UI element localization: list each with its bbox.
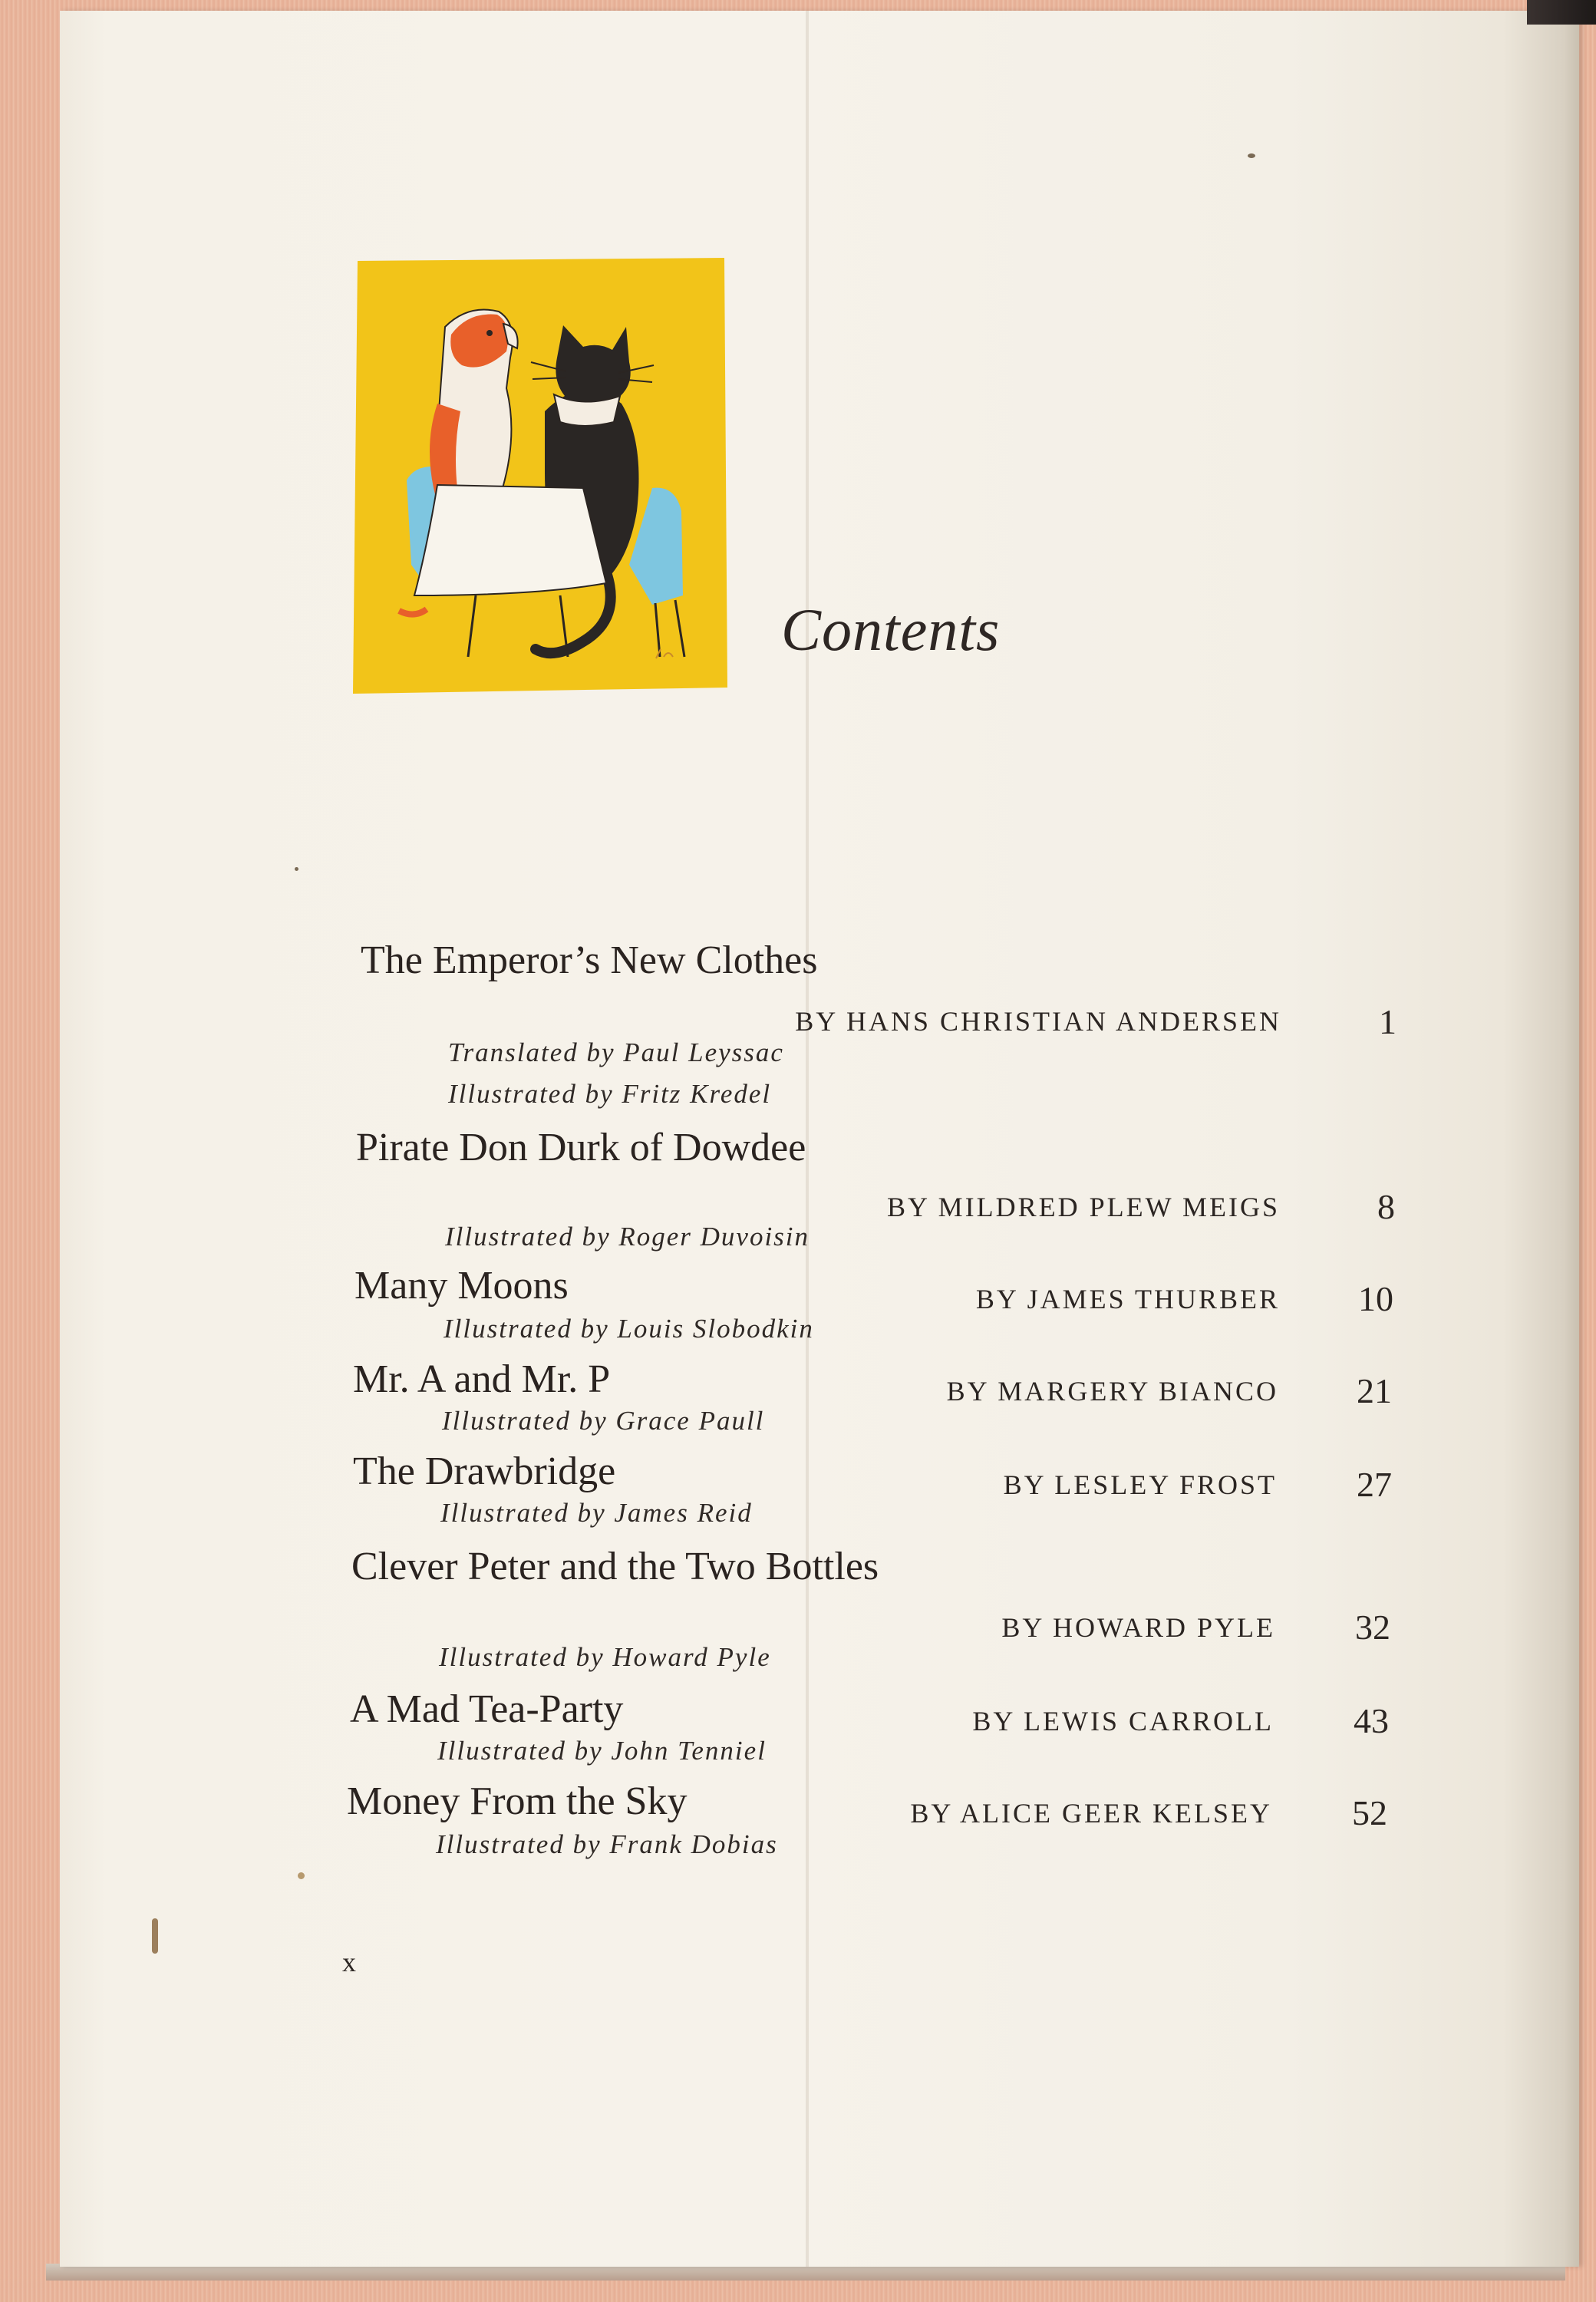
entry-author: BY ALICE GEER KELSEY — [910, 1798, 1272, 1829]
entry-credit: Illustrated by Louis Slobodkin — [444, 1314, 814, 1344]
entry-page-number: 32 — [1355, 1608, 1390, 1647]
entry-author: BY MILDRED PLEW MEIGS — [887, 1192, 1280, 1222]
paper-speck — [1248, 153, 1255, 158]
entry-page-number: 8 — [1377, 1187, 1395, 1226]
page-crease — [806, 11, 809, 2267]
entry-title: The Emperor’s New Clothes — [361, 938, 818, 982]
entry-page-number: 1 — [1379, 1002, 1396, 1041]
entry-credit: Illustrated by Roger Duvoisin — [445, 1222, 810, 1252]
page-heading: Contents — [781, 596, 1001, 663]
yellow-background — [353, 258, 727, 694]
entry-credit: Translated by Paul Leyssac — [448, 1037, 784, 1067]
paper-speck — [298, 1872, 305, 1879]
entry-page-number: 27 — [1357, 1465, 1392, 1504]
entry-page-number: 21 — [1357, 1371, 1392, 1410]
tablecloth — [414, 485, 606, 595]
entry-page-number: 10 — [1358, 1279, 1393, 1318]
entry-title: Many Moons — [354, 1264, 569, 1308]
entry-credit: Illustrated by Fritz Kredel — [448, 1079, 772, 1109]
page-folio: x — [342, 1947, 356, 1977]
entry-author: BY JAMES THURBER — [975, 1284, 1280, 1314]
entry-author: BY HANS CHRISTIAN ANDERSEN — [795, 1006, 1281, 1037]
entry-title: Pirate Don Durk of Dowdee — [356, 1126, 806, 1169]
paper-speck — [295, 867, 298, 871]
entry-author: BY HOWARD PYLE — [1001, 1612, 1275, 1643]
adjacent-page-corner — [1527, 0, 1596, 25]
entry-page-number: 43 — [1354, 1701, 1389, 1740]
paper-speck — [152, 1918, 158, 1954]
entry-credit: Illustrated by Frank Dobias — [436, 1829, 778, 1859]
entry-credit: Illustrated by James Reid — [440, 1498, 753, 1528]
entry-page-number: 52 — [1352, 1793, 1387, 1832]
entry-title: Clever Peter and the Two Bottles — [351, 1545, 879, 1588]
parrot-and-cat-illustration — [353, 258, 727, 694]
entry-credit: Illustrated by Grace Paull — [442, 1406, 765, 1436]
entry-credit: Illustrated by John Tenniel — [437, 1736, 767, 1766]
entry-title: The Drawbridge — [353, 1449, 616, 1493]
book-page — [60, 11, 1579, 2267]
parrot-eye — [486, 330, 493, 336]
entry-credit: Illustrated by Howard Pyle — [439, 1642, 771, 1672]
entry-author: BY MARGERY BIANCO — [946, 1376, 1278, 1407]
entry-title: Mr. A and Mr. P — [353, 1357, 611, 1401]
entry-author: BY LEWIS CARROLL — [972, 1706, 1274, 1736]
entry-title: Money From the Sky — [347, 1779, 688, 1823]
entry-title: A Mad Tea-Party — [350, 1687, 624, 1731]
entry-author: BY LESLEY FROST — [1003, 1469, 1277, 1500]
